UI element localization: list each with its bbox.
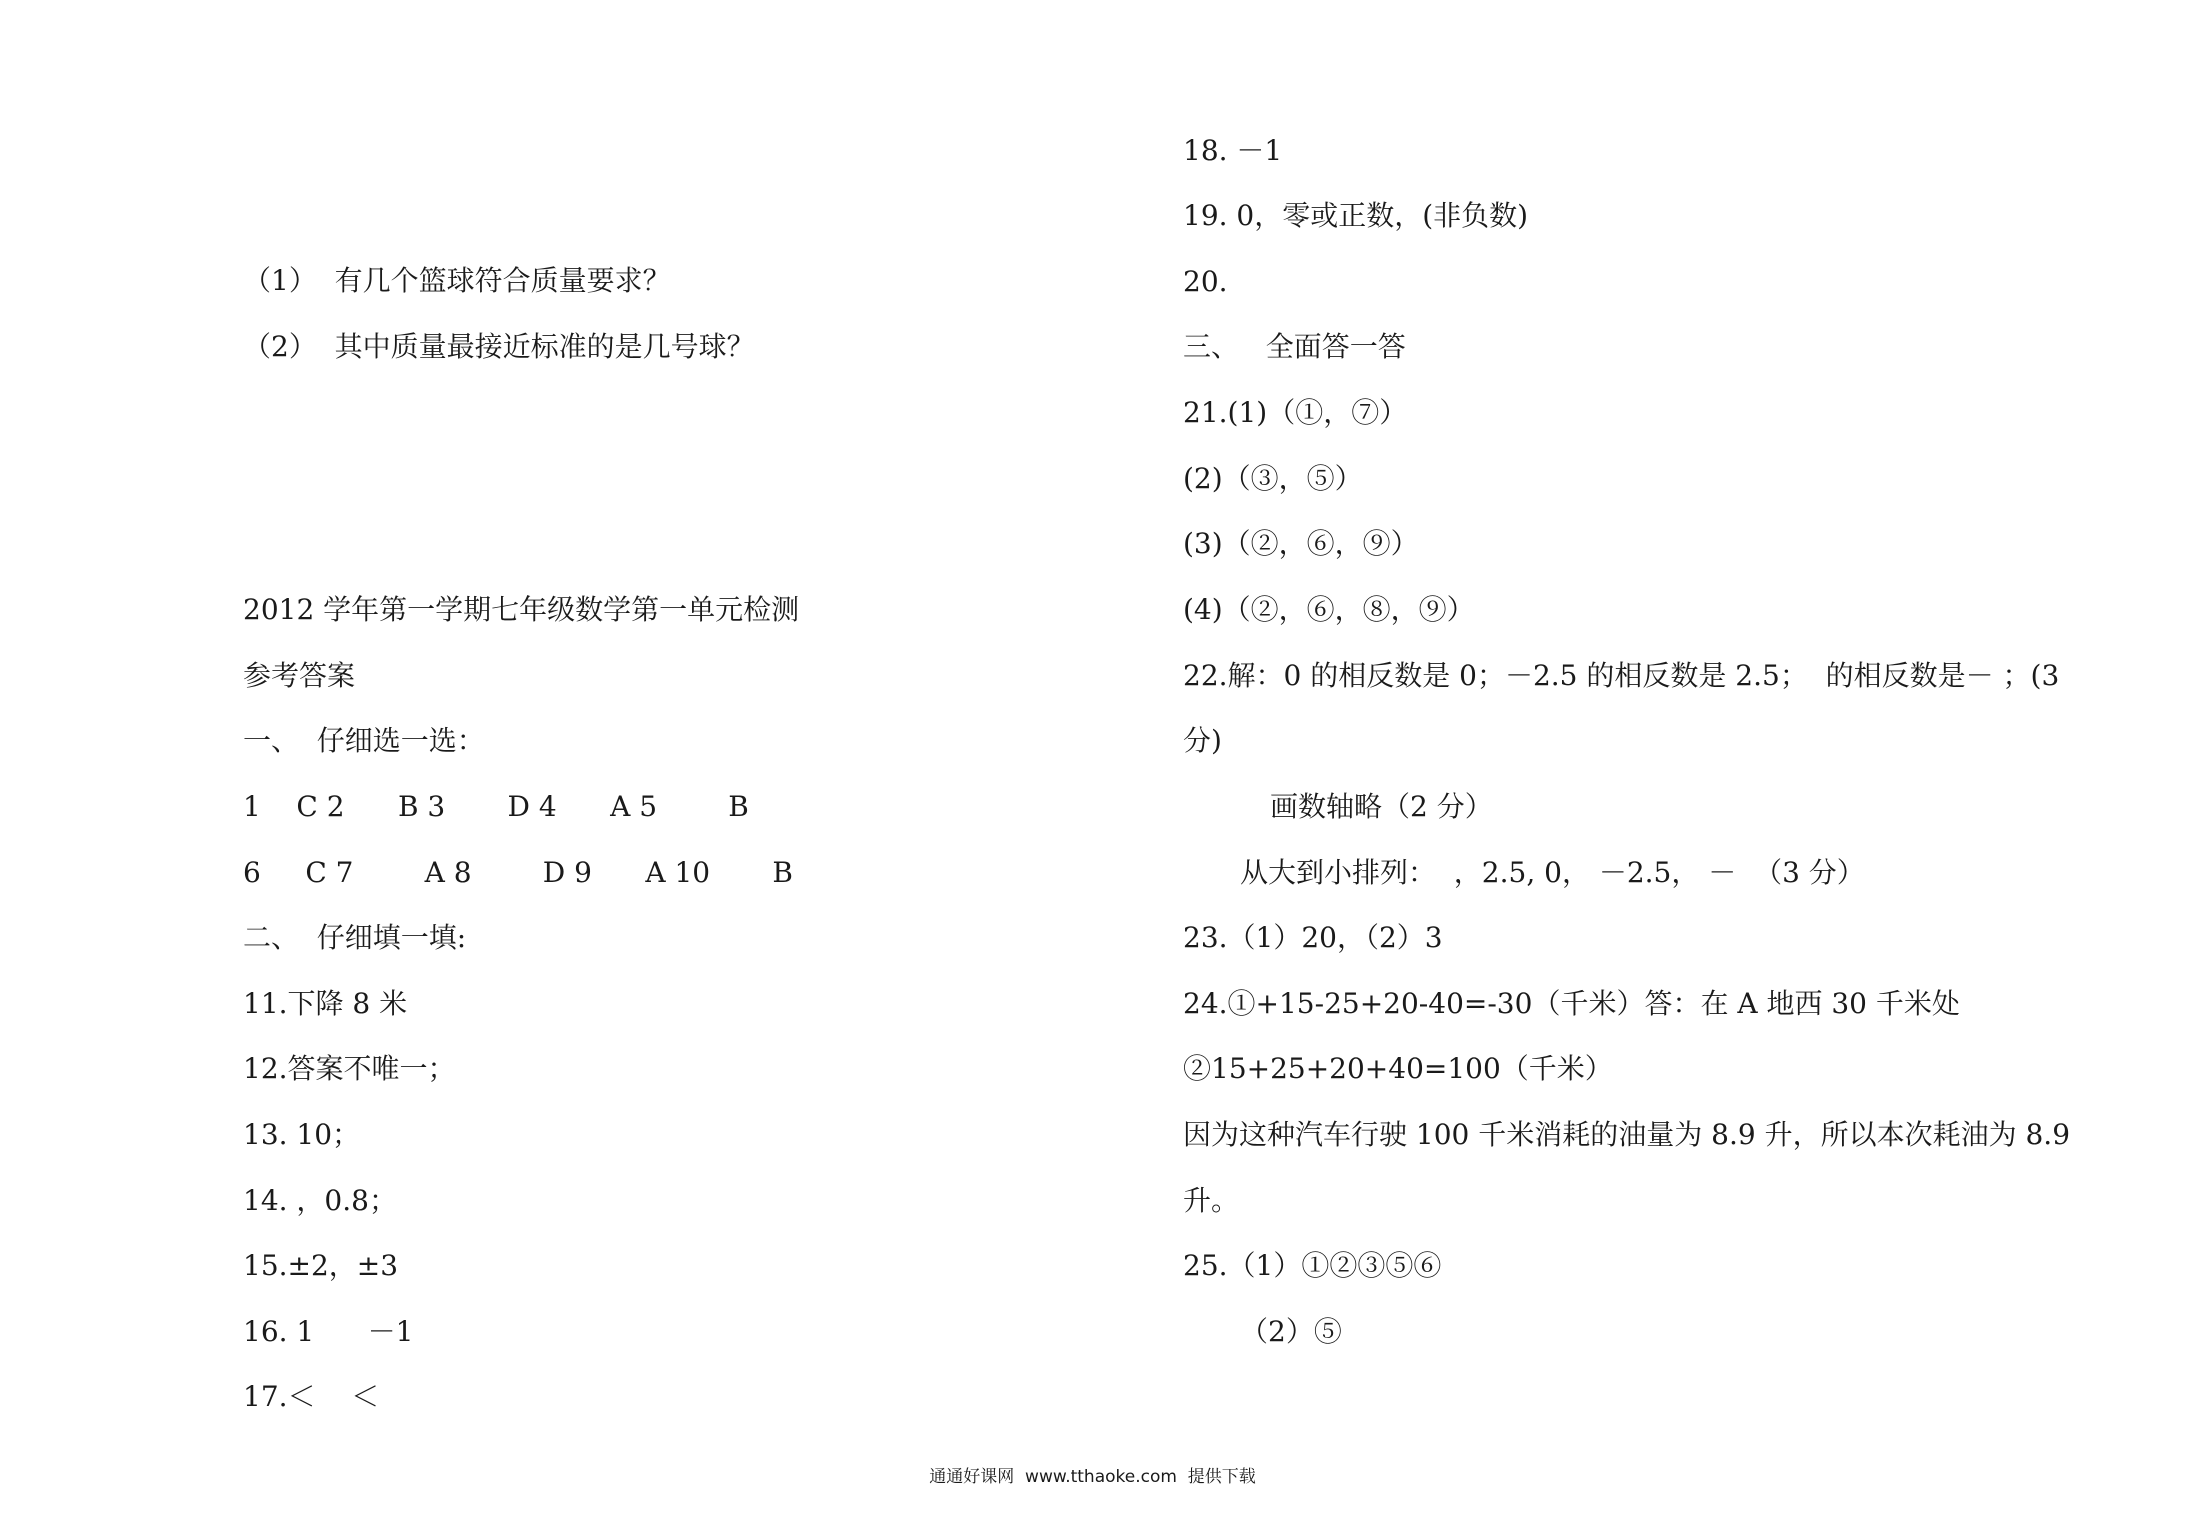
answer-25-1: 25.（1）①②③⑤⑥: [1183, 1249, 1442, 1282]
answer-17: 17.＜ ＜: [243, 1380, 380, 1413]
answer-12: 12.答案不唯一；: [243, 1052, 456, 1085]
answer-21-1: 21.(1)（①，⑦）: [1183, 396, 1408, 429]
answer-24-2: ②15+25+20+40=100（千米）: [1183, 1052, 1613, 1085]
section-3-heading: 三、 全面答一答: [1183, 330, 1406, 363]
answer-21-2: (2)（③，⑤）: [1183, 462, 1363, 495]
answer-22-number-line: 画数轴略（2 分）: [1270, 790, 1493, 823]
answer-16: 16. 1 －1: [243, 1315, 414, 1348]
question-2: （2） 其中质量最接近标准的是几号球？: [243, 330, 755, 363]
answer-key-title: 2012 学年第一学期七年级数学第一单元检测: [243, 593, 800, 626]
answer-13: 13. 10；: [243, 1118, 361, 1151]
answer-24-explanation-continued: 升。: [1183, 1184, 1240, 1217]
answer-11: 11.下降 8 米: [243, 987, 408, 1020]
answer-row-1-5: 1 C 2 B 3 D 4 A 5 B: [243, 790, 749, 823]
answer-22: 22.解：0 的相反数是 0；－2.5 的相反数是 2.5； 的相反数是－ ；(3: [1183, 659, 2060, 692]
answer-key-subtitle: 参考答案: [243, 659, 356, 692]
question-1: （1） 有几个篮球符合质量要求？: [243, 264, 671, 297]
footer-credit: 通通好课网 www.tthaoke.com 提供下载: [929, 1467, 1256, 1487]
answer-24-1: 24.①+15-25+20-40=-30（千米）答：在 A 地西 30 千米处: [1183, 987, 1960, 1020]
answer-23: 23.（1）20，（2）3: [1183, 921, 1443, 954]
answer-25-2: （2）⑤: [1240, 1315, 1342, 1348]
section-2-heading: 二、 仔细填一填:: [243, 921, 467, 954]
answer-row-6-10: 6 C 7 A 8 D 9 A 10 B: [243, 856, 793, 889]
section-1-heading: 一、 仔细选一选：: [243, 724, 485, 757]
answer-14: 14. ，0.8；: [243, 1184, 397, 1217]
answer-21-3: (3)（②，⑥，⑨）: [1183, 527, 1419, 560]
answer-20: 20.: [1183, 265, 1228, 298]
answer-18: 18. －1: [1183, 134, 1283, 167]
answer-21-4: (4)（②，⑥，⑧，⑨）: [1183, 593, 1475, 626]
answer-15: 15.±2，±3: [243, 1249, 399, 1282]
answer-22-continued: 分): [1183, 724, 1222, 757]
answer-19: 19. 0，零或正数，(非负数): [1183, 199, 1529, 232]
answer-22-order: 从大到小排列： ，2.5, 0， －2.5， － （3 分）: [1240, 856, 1865, 889]
answer-24-explanation: 因为这种汽车行驶 100 千米消耗的油量为 8.9 升，所以本次耗油为 8.9: [1183, 1118, 2071, 1151]
